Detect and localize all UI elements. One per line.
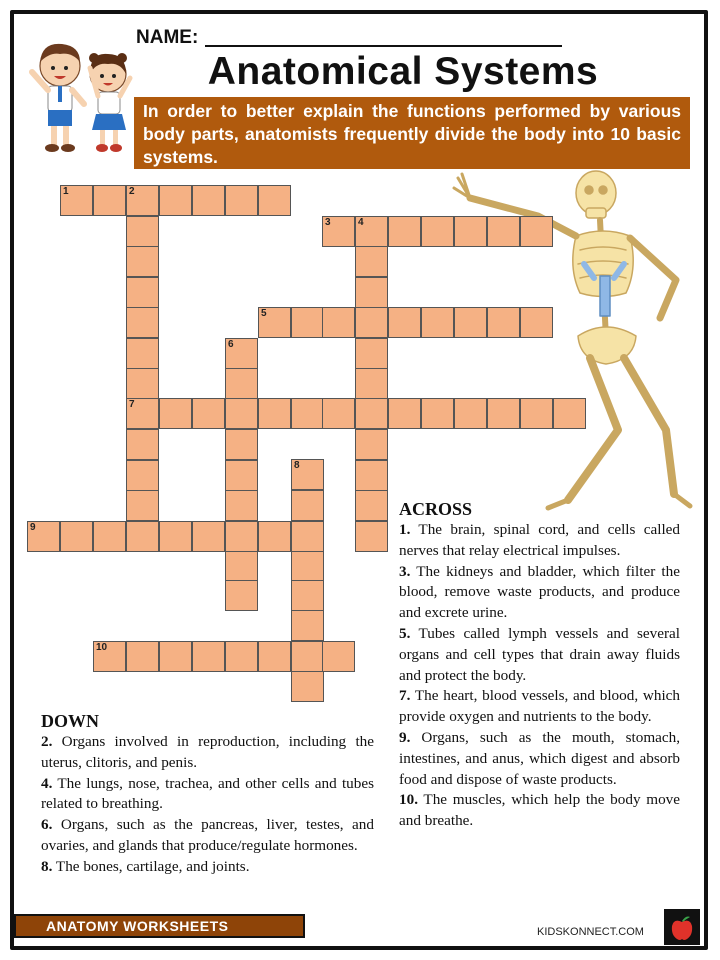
- across-clue-9: [399, 728, 680, 790]
- down-clues: [41, 710, 374, 878]
- crossword-cell[interactable]: [126, 277, 159, 308]
- crossword-cell[interactable]: [291, 641, 324, 672]
- apple-icon: [664, 909, 700, 945]
- crossword-cell[interactable]: [159, 641, 192, 672]
- crossword-cell[interactable]: [192, 641, 225, 672]
- crossword-cell[interactable]: [355, 521, 388, 552]
- crossword-cell[interactable]: [355, 490, 388, 521]
- clue-num: 9.: [399, 728, 411, 746]
- crossword-cell[interactable]: [225, 490, 258, 521]
- crossword-cell[interactable]: [159, 521, 192, 552]
- crossword-cell[interactable]: [126, 641, 159, 672]
- crossword-cell[interactable]: [421, 216, 454, 247]
- crossword-cell[interactable]: [421, 307, 454, 338]
- crossword-cell[interactable]: [93, 521, 126, 552]
- crossword-cell[interactable]: [93, 185, 126, 216]
- clue-number: 5: [261, 308, 267, 319]
- crossword-cell[interactable]: [159, 398, 192, 429]
- crossword-cell[interactable]: [126, 398, 159, 429]
- clue-num: 3.: [399, 562, 411, 580]
- down-clue-6: [41, 815, 374, 857]
- crossword-cell[interactable]: [291, 551, 324, 582]
- across-clue-1: [399, 520, 680, 562]
- crossword-cell[interactable]: [126, 307, 159, 338]
- crossword-cell[interactable]: [258, 398, 291, 429]
- clue-num: 2.: [41, 733, 53, 750]
- crossword-cell[interactable]: [355, 460, 388, 491]
- clue-number: 9: [30, 522, 36, 533]
- crossword-cell[interactable]: [355, 246, 388, 277]
- crossword-cell[interactable]: [355, 277, 388, 308]
- crossword-cell[interactable]: [487, 216, 520, 247]
- crossword-cell[interactable]: [126, 216, 159, 247]
- crossword-cell[interactable]: [225, 551, 258, 582]
- crossword-cell[interactable]: [487, 398, 520, 429]
- crossword-cell[interactable]: [520, 307, 553, 338]
- crossword-cell[interactable]: [388, 307, 421, 338]
- clue-text: Tubes called lymph vessels and several organs and cell types that drain away fluids and protect the body.: [399, 624, 680, 684]
- crossword-cell[interactable]: [225, 338, 258, 369]
- clue-num: 5.: [399, 624, 411, 642]
- crossword-cell[interactable]: [291, 580, 324, 611]
- clue-number: 10: [96, 642, 108, 653]
- crossword-cell[interactable]: [291, 521, 324, 552]
- logo-box: [664, 909, 700, 945]
- across-clues: [399, 498, 680, 832]
- crossword-cell[interactable]: [322, 641, 355, 672]
- name-input-line[interactable]: [205, 45, 562, 47]
- crossword-cell[interactable]: [553, 398, 586, 429]
- clue-number: 3: [325, 217, 331, 228]
- crossword-cell[interactable]: [225, 460, 258, 491]
- clue-num: 4.: [41, 774, 53, 792]
- crossword-cell[interactable]: [126, 521, 159, 552]
- down-clue-4: [41, 774, 374, 816]
- down-clue-8: [41, 857, 374, 878]
- crossword-cell[interactable]: [159, 185, 192, 216]
- crossword-cell[interactable]: [355, 368, 388, 399]
- crossword-cell[interactable]: [388, 398, 421, 429]
- clue-number: 8: [294, 460, 300, 471]
- crossword-cell[interactable]: [126, 429, 159, 460]
- crossword-cell[interactable]: [355, 429, 388, 460]
- crossword-cell[interactable]: [192, 398, 225, 429]
- crossword-cell[interactable]: [126, 490, 159, 521]
- crossword-cell[interactable]: [225, 368, 258, 399]
- crossword-cell[interactable]: [520, 398, 553, 429]
- crossword-cell[interactable]: [355, 338, 388, 369]
- crossword-cell[interactable]: [421, 398, 454, 429]
- crossword-cell[interactable]: [487, 307, 520, 338]
- crossword-cell[interactable]: [126, 338, 159, 369]
- crossword-cell[interactable]: [225, 580, 258, 611]
- down-heading: DOWN: [41, 711, 99, 731]
- clue-text: The brain, spinal cord, and cells called nerves that relay electrical impulses.: [399, 521, 680, 559]
- clue-number: 7: [129, 399, 135, 410]
- crossword-cell[interactable]: [291, 398, 324, 429]
- crossword-cell[interactable]: [126, 368, 159, 399]
- crossword-cell[interactable]: [225, 641, 258, 672]
- crossword-cell[interactable]: [60, 521, 93, 552]
- across-clue-10: [399, 790, 680, 832]
- site-url[interactable]: KIDSKONNECT.COM: [537, 926, 644, 938]
- footer-banner: ANATOMY WORKSHEETS: [14, 914, 305, 938]
- down-clue-2: [41, 732, 374, 774]
- clue-number: 6: [228, 339, 234, 350]
- name-label: NAME:: [136, 27, 199, 48]
- crossword-cell[interactable]: [322, 307, 355, 338]
- crossword-cell[interactable]: [454, 307, 487, 338]
- crossword-cell[interactable]: [355, 307, 388, 338]
- crossword-cell[interactable]: [291, 671, 324, 702]
- crossword-cell[interactable]: [258, 641, 291, 672]
- clue-num: 1.: [399, 521, 411, 538]
- crossword-cell[interactable]: [126, 246, 159, 277]
- crossword-cell[interactable]: [258, 307, 291, 338]
- crossword-cell[interactable]: [322, 216, 355, 247]
- clue-text: Organs involved in reproduction, including the uterus, clitoris, and penis.: [41, 733, 374, 771]
- clue-text: The heart, blood vessels, and blood, which provide oxygen and nutrients to the body.: [399, 687, 680, 726]
- crossword-cell[interactable]: [355, 398, 388, 429]
- clue-number: 1: [63, 186, 69, 197]
- crossword-cell[interactable]: [454, 216, 487, 247]
- crossword-cell[interactable]: [126, 185, 159, 216]
- clue-number: 2: [129, 186, 135, 197]
- crossword-cell[interactable]: [27, 521, 60, 552]
- crossword-cell[interactable]: [258, 521, 291, 552]
- clue-text: The lungs, nose, trachea, and other cells and tubes related to breathing.: [41, 774, 374, 813]
- crossword-cell[interactable]: [291, 610, 324, 641]
- crossword-cell[interactable]: [225, 398, 258, 429]
- across-clue-7: [399, 686, 680, 728]
- crossword-cell[interactable]: [388, 216, 421, 247]
- crossword-cell[interactable]: [225, 185, 258, 216]
- intro-banner: In order to better explain the functions performed by various body parts, anatomists frequently divide the body into 10 basic systems.: [134, 97, 690, 169]
- crossword-cell[interactable]: [520, 216, 553, 247]
- page-title: Anatomical Systems: [207, 50, 599, 93]
- crossword-cell[interactable]: [126, 460, 159, 491]
- crossword-cell[interactable]: [192, 185, 225, 216]
- crossword-cell[interactable]: [192, 521, 225, 552]
- crossword-cell[interactable]: [225, 429, 258, 460]
- across-heading: ACROSS: [399, 499, 473, 519]
- crossword-cell[interactable]: [93, 641, 126, 672]
- clue-text: Organs, such as the mouth, stomach, intestines, and anus, which digest and absorb food and dispose of waste products.: [399, 728, 680, 788]
- crossword-cell[interactable]: [291, 459, 324, 490]
- clue-num: 8.: [41, 857, 53, 875]
- across-clue-3: [399, 562, 680, 624]
- crossword-cell[interactable]: [291, 490, 324, 521]
- crossword-cell[interactable]: [258, 185, 291, 216]
- clue-number: 4: [358, 217, 364, 228]
- clue-text: The muscles, which help the body move and breathe.: [399, 791, 680, 830]
- crossword-cell[interactable]: [454, 398, 487, 429]
- clue-num: 10.: [399, 791, 418, 809]
- clue-text: Organs, such as the pancreas, liver, testes, and ovaries, and glands that produce/regulate hormones.: [41, 816, 374, 854]
- clue-num: 7.: [399, 687, 411, 705]
- crossword-cell[interactable]: [60, 185, 93, 216]
- crossword-cell[interactable]: [355, 216, 388, 247]
- across-clue-5: [399, 624, 680, 686]
- crossword-cell[interactable]: [225, 521, 258, 552]
- clue-text: The kidneys and bladder, which filter the blood, remove waste products, and produce and excrete urine.: [399, 562, 680, 622]
- crossword-cell[interactable]: [322, 398, 355, 429]
- crossword-cell[interactable]: [291, 307, 324, 338]
- clue-text: The bones, cartilage, and joints.: [52, 857, 250, 875]
- clue-num: 6.: [41, 816, 53, 834]
